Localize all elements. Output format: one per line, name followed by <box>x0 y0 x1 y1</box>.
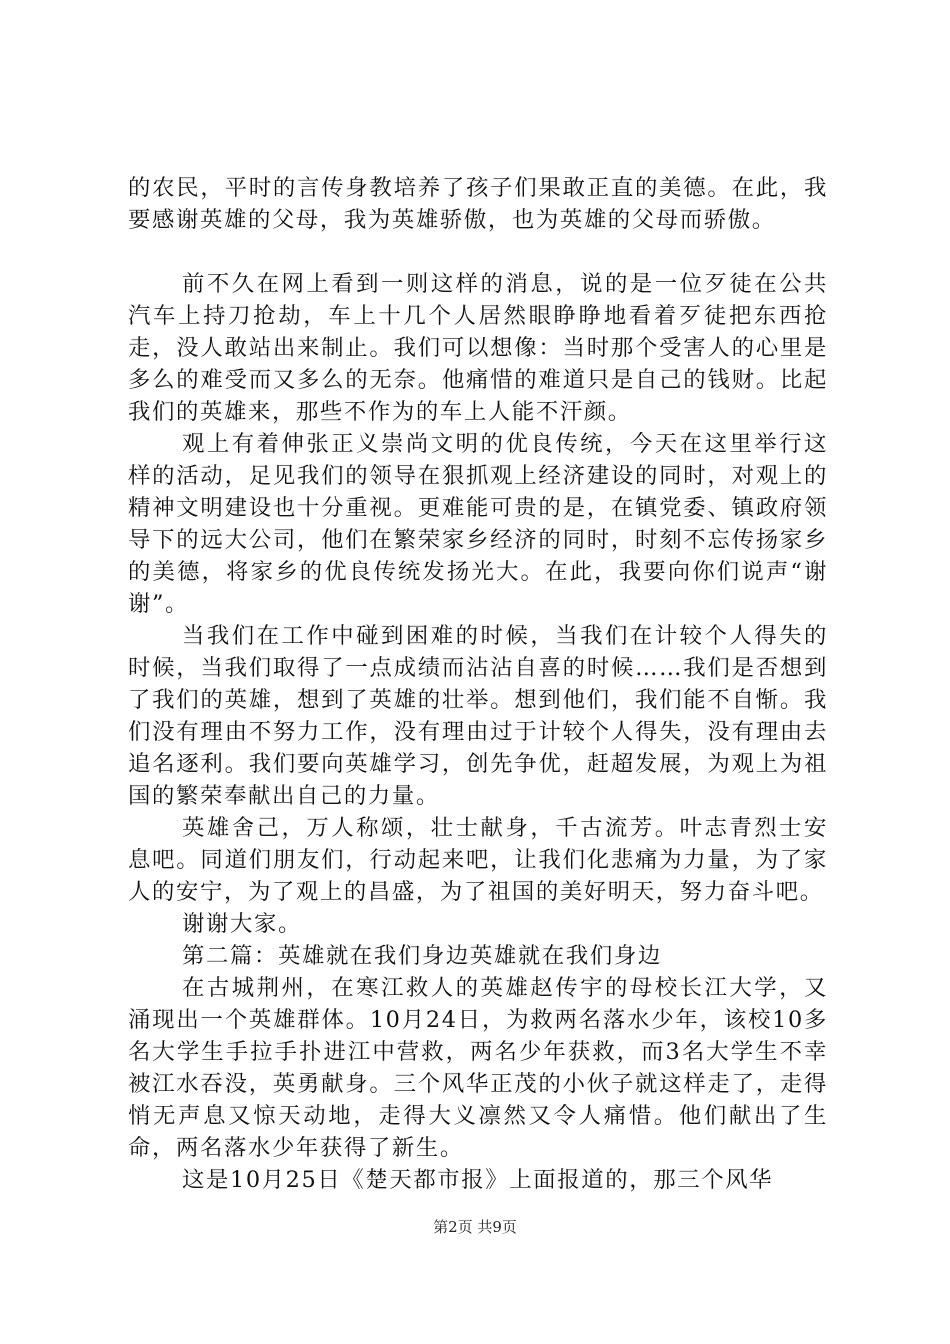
section-heading: 第二篇：英雄就在我们身边英雄就在我们身边 <box>182 943 662 969</box>
paragraph-continued: 的农民，平时的言传身教培养了孩子们果敢正直的美德。在此，我要感谢英雄的父母，我为英雄骄傲，也为英雄的父母而骄傲。 <box>128 175 828 233</box>
page-footer: 第2页 共9页 <box>433 1218 517 1236</box>
paragraph-tribute: 英雄舍己，万人称颂，壮士献身，千古流芳。叶志青烈士安息吧。同道们朋友们，行动起来吧，让我们化悲痛为力量，为了家人的安宁，为了观上的昌盛，为了祖国的美好明天，努力奋斗吧。 <box>128 815 828 905</box>
paragraph-thanks: 谢谢大家。 <box>182 911 302 937</box>
paragraph-jingzhou-heroes: 在古城荆州，在寒江救人的英雄赵传宇的母校长江大学，又涌现出一个英雄群体。10月24日，为救两名落水少年，该校10多名大学生手拉手扑进江中营救，两名少年获救，而3名大学生不幸被江水吞没，英勇献身。三个风华正茂的小伙子就这样走了，走得悄无声息又惊天动地，走得大义凛然又令人痛惜。他们献出了生命，两名落水少年获得了新生。 <box>128 975 828 1161</box>
main-text-block <box>128 268 828 1196</box>
paragraph-news-source: 这是10月25日《楚天都市报》上面报道的，那三个风华 <box>182 1167 774 1193</box>
paragraph-robbery-news: 前不久在网上看到一则这样的消息，说的是一位歹徒在公共汽车上持刀抢劫，车上十几个人居然眼睁睁地看着歹徒把东西抢走，没人敢站出来制止。我们可以想像：当时那个受害人的心里是多么的难受而又多么的无奈。他痛惜的难道只是自己的钱财。比起我们的英雄来，那些不作为的车上人能不汗颜。 <box>128 271 828 425</box>
paragraph-reflection: 当我们在工作中碰到困难的时候，当我们在计较个人得失的时候，当我们取得了一点成绩而沾沾自喜的时候……我们是否想到了我们的英雄，想到了英雄的壮举。想到他们，我们能不自惭。我们没有理由不努力工作，没有理由过于计较个人得失，没有理由去追名逐利。我们要向英雄学习，创先争优，赶超发展，为观上为祖国的繁荣奉献出自己的力量。 <box>128 623 828 809</box>
paragraph-tradition: 观上有着伸张正义崇尚文明的优良传统，今天在这里举行这样的活动，足见我们的领导在狠抓观上经济建设的同时，对观上的精神文明建设也十分重视。更难能可贵的是，在镇党委、镇政府领导下的远大公司，他们在繁荣家乡经济的同时，时刻不忘传扬家乡的美德，将家乡的优良传统发扬光大。在此，我要向你们说声“谢谢”。 <box>128 431 828 617</box>
continued-text-block <box>128 172 828 236</box>
